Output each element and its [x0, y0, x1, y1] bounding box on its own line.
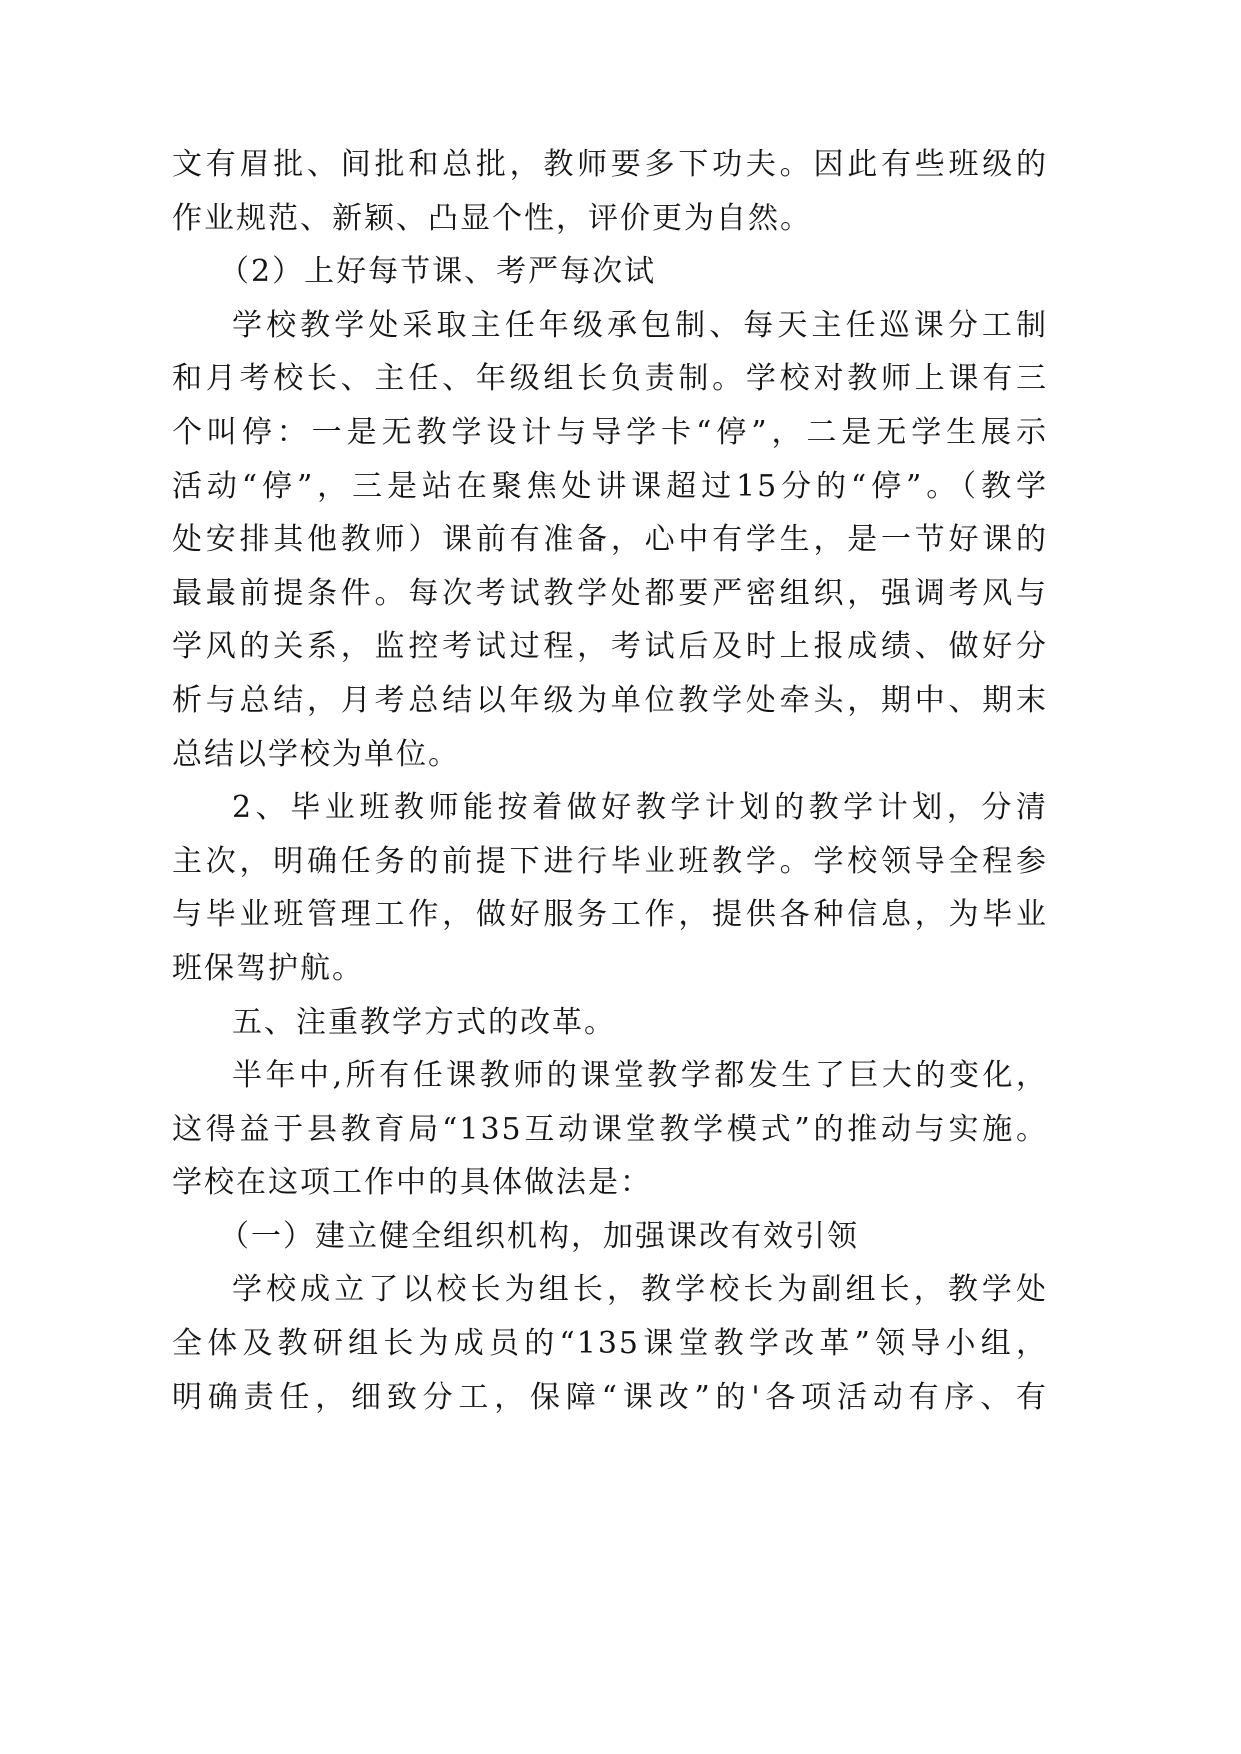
text-line: 学校在这项工作中的具体做法是：: [172, 1165, 652, 1201]
heading-line: 五、注重教学方式的改革。: [232, 1004, 616, 1040]
text-line: 个叫停：一是无教学设计与导学卡“停”，二是无学生展示: [172, 414, 1048, 450]
section-heading: [172, 245, 1048, 299]
paragraph: [172, 1263, 1048, 1424]
paragraph: [172, 781, 1048, 995]
text-line: 主次，明确任务的前提下进行毕业班教学。学校领导全程参: [172, 843, 1048, 879]
section-heading: [172, 996, 1048, 1050]
text-line: 与毕业班管理工作，做好服务工作，提供各种信息，为毕业: [172, 897, 1048, 933]
text-line: 2、毕业班教师能按着做好教学计划的教学计划，分清: [232, 790, 1048, 826]
text-line: 学校成立了以校长为组长，教学校长为副组长，教学处: [232, 1272, 1048, 1308]
text-line: 析与总结，月考总结以年级为单位教学处牵头，期中、期末: [172, 682, 1048, 718]
paragraph: [172, 138, 1048, 245]
text-line: 文有眉批、间批和总批，教师要多下功夫。因此有些班级的: [172, 147, 1048, 182]
paragraph: [172, 299, 1048, 781]
heading-line: （一）建立健全组织机构，加强课改有效引领: [219, 1218, 859, 1254]
paragraph: [172, 1049, 1048, 1210]
text-line: 最最前提条件。每次考试教学处都要严密组织，强调考风与: [172, 575, 1048, 611]
text-line: 学风的关系，监控考试过程，考试后及时上报成绩、做好分: [172, 629, 1048, 665]
text-line: 明确责任，细致分工，保障“课改”的'各项活动有序、有: [172, 1379, 1048, 1415]
text-line: 处安排其他教师）课前有准备，心中有学生，是一节好课的: [172, 522, 1048, 558]
text-line: 这得益于县教育局“135互动课堂教学模式”的推动与实施。: [172, 1111, 1048, 1147]
text-line: 半年中,所有任课教师的课堂教学都发生了巨大的变化，: [232, 1058, 1048, 1094]
heading-line: （2）上好每节课、考严每次试: [219, 254, 657, 290]
text-line: 总结以学校为单位。: [172, 736, 460, 772]
text-line: 全体及教研组长为成员的“135课堂教学改革”领导小组，: [172, 1326, 1048, 1362]
text-line: 学校教学处采取主任年级承包制、每天主任巡课分工制: [232, 307, 1048, 343]
section-heading: [172, 1210, 1048, 1264]
page-body: [172, 138, 1048, 1424]
text-line: 班保驾护航。: [172, 950, 364, 986]
text-line: 和月考校长、主任、年级组长负责制。学校对教师上课有三: [172, 361, 1048, 397]
text-line: 作业规范、新颖、凸显个性，评价更为自然。: [172, 200, 812, 236]
text-line: 活动“停”，三是站在聚焦处讲课超过15分的“停”。（教学: [172, 468, 1048, 504]
